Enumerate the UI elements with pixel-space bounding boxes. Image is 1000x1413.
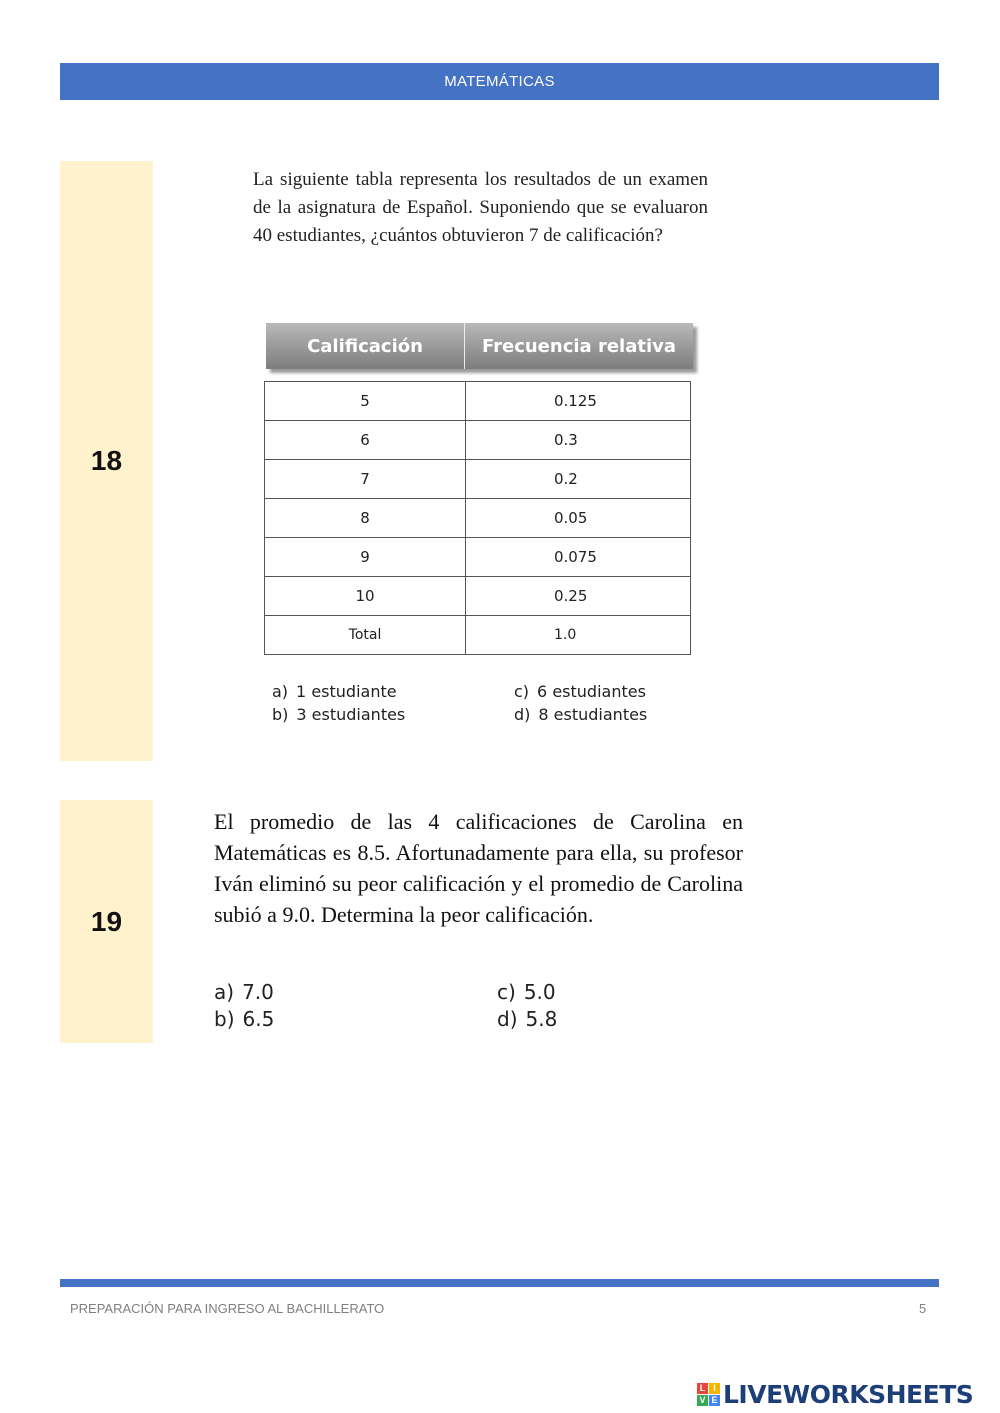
page-number: 5 bbox=[919, 1301, 927, 1316]
option-a[interactable] bbox=[272, 682, 397, 701]
question-number-label: 19 bbox=[90, 905, 123, 937]
total-label-cell: Total bbox=[265, 616, 466, 655]
frequency-cell: 0.2 bbox=[466, 460, 691, 499]
option-label: c) bbox=[497, 980, 516, 1004]
grade-cell: 8 bbox=[265, 499, 466, 538]
option-text: 6.5 bbox=[242, 1007, 275, 1031]
option-d[interactable] bbox=[497, 1007, 557, 1031]
option-label: d) bbox=[497, 1007, 518, 1031]
option-text: 5.8 bbox=[525, 1007, 558, 1031]
question-18-prompt: La siguiente tabla representa los resultados de un examen de la asignatura de Español. Suponiendo que se evaluaron 40 estudiantes, ¿cuántos obtuvieron 7 de calificación? bbox=[253, 169, 708, 246]
table-header-grade: Calificación bbox=[266, 323, 465, 369]
total-value-cell: 1.0 bbox=[466, 616, 691, 655]
option-label: c) bbox=[514, 682, 530, 701]
frequency-cell: 0.3 bbox=[466, 421, 691, 460]
option-text: 1 estudiante bbox=[296, 682, 397, 701]
option-d[interactable] bbox=[514, 705, 647, 724]
logo-letter: L bbox=[697, 1383, 708, 1394]
grade-cell: 5 bbox=[265, 382, 466, 421]
logo-letter: I bbox=[709, 1383, 720, 1394]
frequency-table bbox=[264, 381, 691, 655]
option-b[interactable] bbox=[214, 1007, 274, 1031]
table-row bbox=[265, 538, 691, 577]
grade-cell: 6 bbox=[265, 421, 466, 460]
table-header-frequency: Frecuencia relativa bbox=[481, 335, 677, 357]
grade-cell: 7 bbox=[265, 460, 466, 499]
table-row bbox=[265, 421, 691, 460]
logo-letter: E bbox=[709, 1395, 720, 1406]
table-row bbox=[265, 382, 691, 421]
option-text: 8 estudiantes bbox=[538, 705, 648, 724]
question-19-prompt: El promedio de las 4 calificaciones de Carolina en Matemáticas es 8.5. Afortunadamente para ella, su profesor Iván eliminó su peor calificación y el promedio de Carolina subió a 9.0. Determina la peor calificación. bbox=[214, 809, 743, 927]
logo-letter: V bbox=[697, 1395, 708, 1406]
option-b[interactable] bbox=[272, 705, 405, 724]
option-a[interactable] bbox=[214, 980, 274, 1004]
frequency-cell: 0.05 bbox=[466, 499, 691, 538]
grade-cell: 9 bbox=[265, 538, 466, 577]
brand-name: LIVEWORKSHEETS bbox=[723, 1379, 974, 1409]
header-title-bar bbox=[60, 63, 939, 100]
option-c[interactable] bbox=[514, 682, 646, 701]
frequency-cell: 0.125 bbox=[466, 382, 691, 421]
option-label: a) bbox=[272, 682, 289, 701]
question-number-18 bbox=[60, 161, 153, 761]
option-label: a) bbox=[214, 980, 235, 1004]
question-number-19 bbox=[60, 800, 153, 1043]
frequency-table-header bbox=[266, 323, 693, 369]
option-label: d) bbox=[514, 705, 531, 724]
option-label: b) bbox=[214, 1007, 235, 1031]
frequency-cell: 0.25 bbox=[466, 577, 691, 616]
option-text: 3 estudiantes bbox=[296, 705, 406, 724]
option-label: b) bbox=[272, 705, 289, 724]
question-number-label: 18 bbox=[90, 445, 123, 476]
liveworksheets-logo[interactable] bbox=[697, 1378, 973, 1410]
frequency-cell: 0.075 bbox=[466, 538, 691, 577]
option-text: 5.0 bbox=[523, 980, 556, 1004]
table-row bbox=[265, 499, 691, 538]
liveworksheets-logo-icon bbox=[697, 1383, 720, 1406]
footer-title: PREPARACIÓN PARA INGRESO AL BACHILLERATO bbox=[70, 1301, 385, 1316]
option-text: 7.0 bbox=[242, 980, 274, 1004]
header-title: MATEMÁTICAS bbox=[444, 73, 555, 90]
option-text: 6 estudiantes bbox=[537, 682, 646, 701]
table-row bbox=[265, 577, 691, 616]
grade-cell: 10 bbox=[265, 577, 466, 616]
option-c[interactable] bbox=[497, 980, 556, 1004]
table-row-total bbox=[265, 616, 691, 655]
footer-divider bbox=[60, 1279, 939, 1287]
table-row bbox=[265, 460, 691, 499]
